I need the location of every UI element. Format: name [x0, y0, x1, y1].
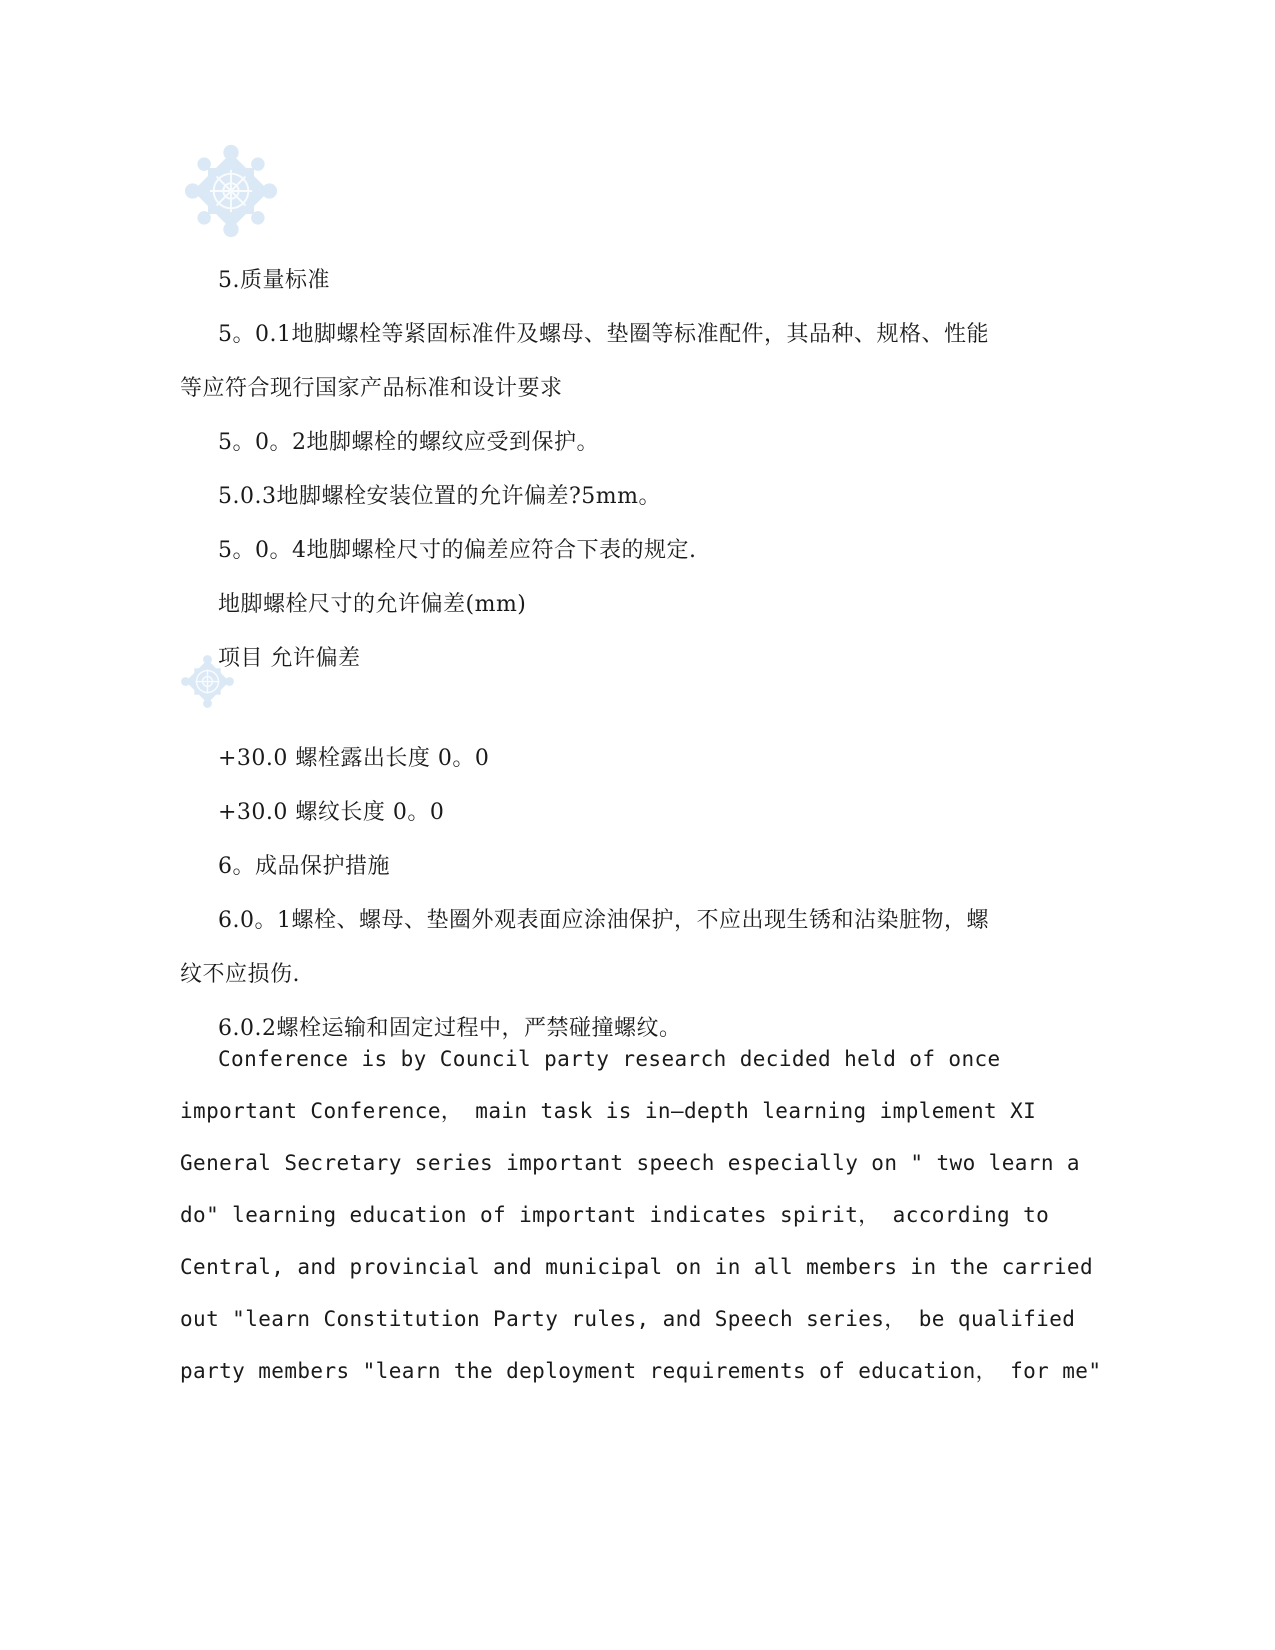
english-line: General Secretary series important speech especially on " two learn a	[180, 1151, 1080, 1175]
paragraph-5-0-1: 5。0.1地脚螺栓等紧固标准件及螺母、垫圈等标准配件，其品种、规格、性能	[218, 322, 989, 347]
table-title: 地脚螺栓尺寸的允许偏差(mm)	[218, 592, 527, 617]
ornament-spacer	[180, 686, 1040, 732]
paragraph-6-0-1: 6.0。1螺栓、螺母、垫圈外观表面应涂油保护，不应出现生锈和沾染脏物，螺	[218, 908, 989, 933]
snowflake-ornament-icon	[183, 143, 279, 239]
paragraph-5-0-4: 5。0。4地脚螺栓尺寸的偏差应符合下表的规定.	[218, 538, 697, 563]
section-heading-protection: 6。成品保护措施	[218, 854, 390, 879]
english-line: Conference is by Council party research decided held of once	[218, 1047, 1001, 1071]
paragraph-6-0-1-continued: 纹不应损伤.	[180, 962, 300, 987]
english-line: out "learn Constitution Party rules, and Speech series， be qualified	[180, 1307, 1076, 1331]
paragraph-5-0-1-continued: 等应符合现行国家产品标准和设计要求	[180, 376, 563, 401]
english-paragraph	[180, 1033, 1102, 1397]
table-row: +30.0 螺纹长度 0。0	[218, 800, 445, 825]
english-line: important Conference， main task is in—depth learning implement XI	[180, 1099, 1037, 1123]
paragraph-6-0-2: 6.0.2螺栓运输和固定过程中，严禁碰撞螺纹。	[218, 1016, 682, 1041]
document-body	[180, 254, 1040, 1056]
section-heading-quality-standard: 5.质量标准	[218, 268, 330, 293]
english-line: do" learning education of important indicates spirit， according to	[180, 1203, 1050, 1227]
english-line: party members "learn the deployment requirements of education， for me"	[180, 1359, 1102, 1383]
paragraph-5-0-2: 5。0。2地脚螺栓的螺纹应受到保护。	[218, 430, 599, 455]
english-line: Central, and provincial and municipal on in all members in the carried	[180, 1255, 1094, 1279]
table-row: +30.0 螺栓露出长度 0。0	[218, 746, 490, 771]
table-header: 项目 允许偏差	[218, 646, 361, 671]
paragraph-5-0-3: 5.0.3地脚螺栓安装位置的允许偏差?5mm。	[218, 484, 661, 509]
